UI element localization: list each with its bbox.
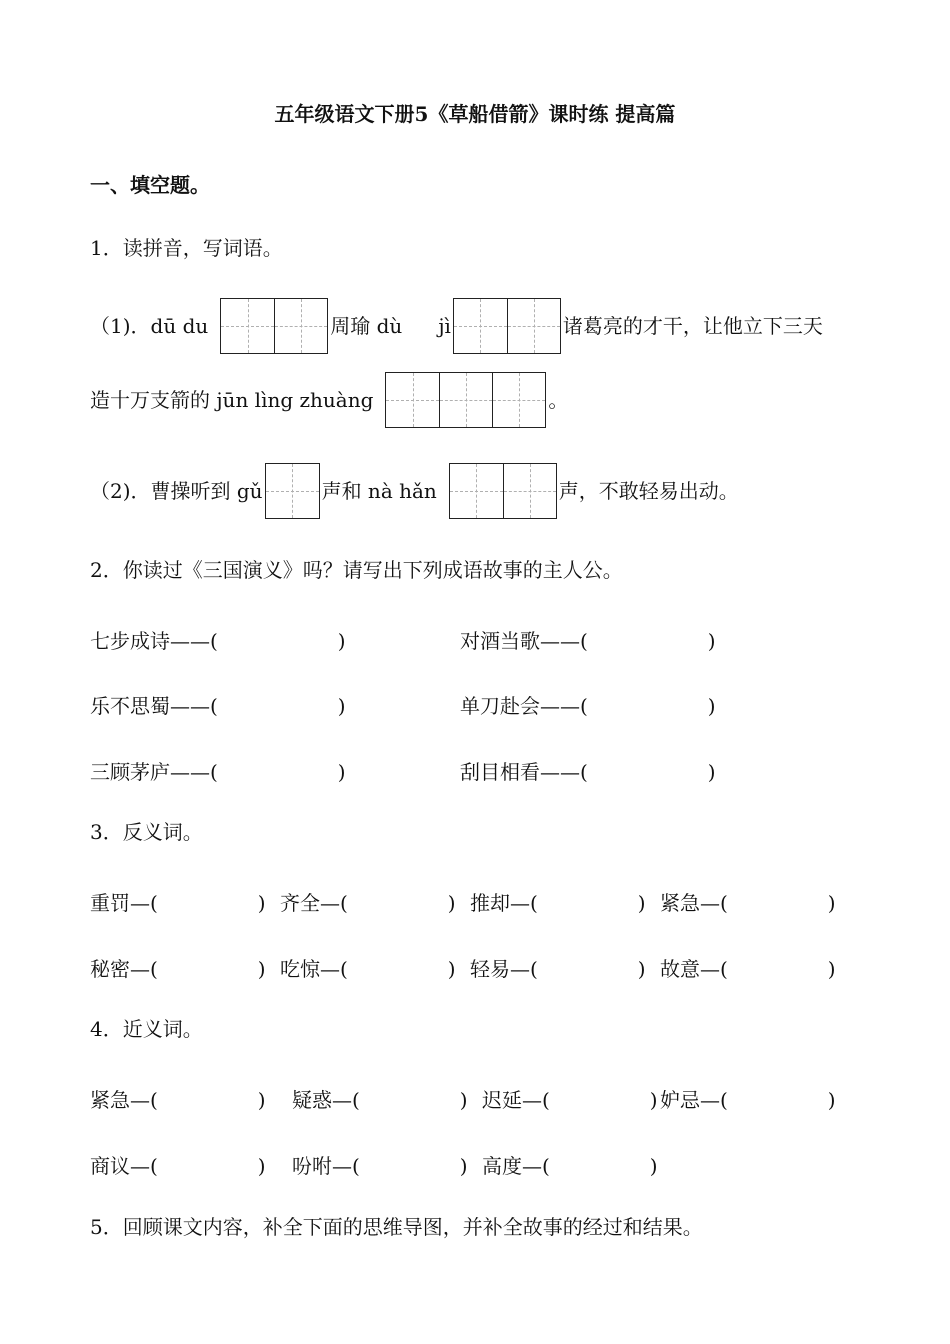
synonym-item[interactable]: 疑惑—( ) bbox=[292, 1088, 468, 1112]
idiom-item[interactable]: 单刀赴会——( ) bbox=[460, 694, 716, 718]
answer-grid-duji[interactable] bbox=[453, 298, 561, 354]
q1-part1-end: 。 bbox=[548, 388, 569, 412]
q1-part1-mid2: jì bbox=[438, 314, 451, 338]
q1-part1-mid1: 周瑜 dù bbox=[330, 314, 403, 338]
antonym-item[interactable]: 秘密—( ) bbox=[90, 957, 266, 981]
q4-heading: 4．近义词。 bbox=[90, 1017, 203, 1041]
antonym-item[interactable]: 重罚—( ) bbox=[90, 891, 266, 915]
synonym-item[interactable]: 高度—( ) bbox=[482, 1154, 658, 1178]
idiom-item[interactable]: 七步成诗——( ) bbox=[90, 629, 346, 653]
synonym-item[interactable]: 商议—( ) bbox=[90, 1154, 266, 1178]
idiom-item[interactable]: 对酒当歌——( ) bbox=[460, 629, 716, 653]
antonym-item[interactable]: 推却—( ) bbox=[470, 891, 646, 915]
synonym-item[interactable]: 紧急—( ) bbox=[90, 1088, 266, 1112]
q1-heading: 1．读拼音，写词语。 bbox=[90, 236, 283, 260]
synonym-item[interactable]: 妒忌—( ) bbox=[660, 1088, 836, 1112]
idiom-item[interactable]: 三顾茅庐——( ) bbox=[90, 760, 346, 784]
q1-part1-line1 bbox=[90, 298, 823, 354]
antonym-item[interactable]: 吃惊—( ) bbox=[280, 957, 456, 981]
antonym-item[interactable]: 轻易—( ) bbox=[470, 957, 646, 981]
q3-heading: 3．反义词。 bbox=[90, 820, 203, 844]
page-title: 五年级语文下册5《草船借箭》课时练 提高篇 bbox=[274, 102, 676, 126]
synonym-item[interactable]: 吩咐—( ) bbox=[292, 1154, 468, 1178]
idiom-item[interactable]: 刮目相看——( ) bbox=[460, 760, 716, 784]
synonym-item[interactable]: 迟延—( ) bbox=[482, 1088, 658, 1112]
answer-grid-junlingzhuang[interactable] bbox=[385, 372, 546, 428]
q1-part1-tail: 诸葛亮的才干，让他立下三天 bbox=[562, 314, 823, 338]
q1-part1-line2-text: 造十万支箭的 jūn lìng zhuàng bbox=[90, 388, 374, 412]
idiom-item[interactable]: 乐不思蜀——( ) bbox=[90, 694, 346, 718]
q1-part2-label: （2)．曹操听到 gǔ bbox=[90, 479, 263, 503]
answer-grid-gu[interactable] bbox=[265, 463, 320, 519]
answer-grid-dudu[interactable] bbox=[220, 298, 328, 354]
antonym-item[interactable]: 紧急—( ) bbox=[660, 891, 836, 915]
q1-part2-tail: 声，不敢轻易出动。 bbox=[558, 479, 739, 503]
antonym-item[interactable]: 齐全—( ) bbox=[280, 891, 456, 915]
q1-part2-line bbox=[90, 463, 739, 519]
antonym-item[interactable]: 故意—( ) bbox=[660, 957, 836, 981]
q5-heading: 5．回顾课文内容，补全下面的思维导图，并补全故事的经过和结果。 bbox=[90, 1215, 703, 1239]
q2-heading: 2．你读过《三国演义》吗？请写出下列成语故事的主人公。 bbox=[90, 558, 623, 582]
answer-grid-nahan[interactable] bbox=[449, 463, 557, 519]
q1-part1-label: （1)．dū du bbox=[90, 314, 209, 338]
q1-part2-mid: 声和 nà hǎn bbox=[321, 479, 437, 503]
q1-part1-line2 bbox=[90, 372, 568, 428]
section-heading-fill-blanks: 一、填空题。 bbox=[90, 173, 210, 197]
